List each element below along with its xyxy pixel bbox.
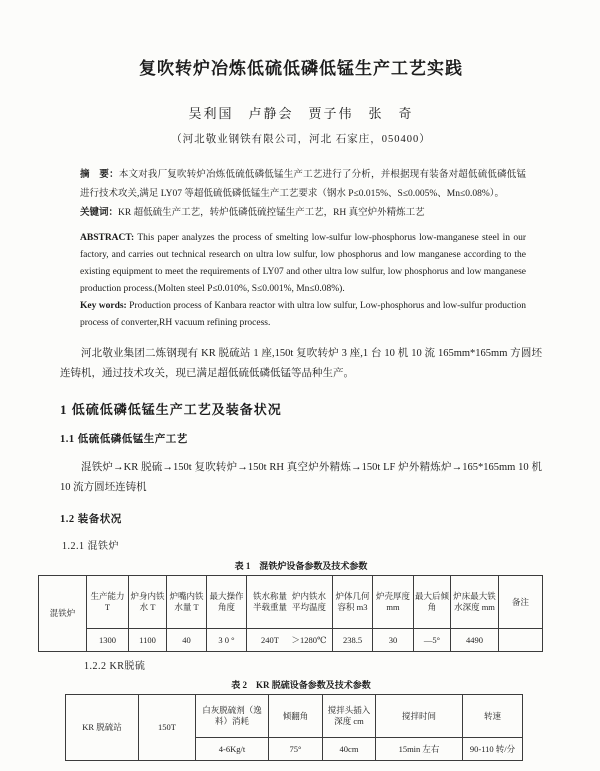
- table-1-header-cell-combined: [247, 576, 333, 629]
- section-1-2-1-heading: 1.2.1 混铁炉: [62, 541, 119, 552]
- process-flow: 混铁炉→KR 脱硫→150t 复吹转炉→150t RH 真空炉外精炼→150t LF 炉外精炼炉→165*165mm 10 机 10 流方圆坯连铸机: [60, 462, 542, 493]
- paper-title: 复吹转炉冶炼低硫低磷低锰生产工艺实践: [139, 59, 463, 78]
- table-2-station-label: KR 脱硫站: [66, 695, 139, 761]
- section-1-1-heading: 1.1 低硫低磷低锰生产工艺: [60, 434, 188, 445]
- table-1-value-row: [39, 629, 543, 652]
- table-1-header-row: [39, 576, 543, 629]
- table-2-header-cell: 搅拌头插入深度 cm: [323, 695, 376, 738]
- table-1-header-cell: 炉床最大铁水深度 mm: [451, 576, 499, 629]
- table-2-caption: 表 2 KR 脱硫设备参数及技术参数: [231, 680, 371, 690]
- table-1-cell: 1100: [129, 629, 167, 652]
- table-1-cell-combined: [247, 629, 333, 652]
- table-1-header-cell: 炉身内铁水 T: [129, 576, 167, 629]
- table-1-cell: 40: [167, 629, 207, 652]
- table-1-cell: 238.5: [333, 629, 373, 652]
- table-2-header-row: [66, 695, 523, 738]
- table-1-cell: 4490: [451, 629, 499, 652]
- table-2-kr-desulfurization: [65, 694, 523, 761]
- table-1-cell: ＞1280℃: [291, 634, 327, 645]
- table-1-cell: [499, 629, 543, 652]
- table-1-cell: 240T: [261, 634, 279, 645]
- abstract-chinese: [80, 166, 526, 223]
- table-1-row-label: 混铁炉: [39, 576, 87, 652]
- table-2-cell: 75°: [269, 738, 323, 761]
- table-1-header-cell: 炉壳厚度 mm: [373, 576, 414, 629]
- table-1-caption: 表 1 混铁炉设备参数及技术参数: [234, 561, 368, 571]
- table-1-cell: —5°: [414, 629, 451, 652]
- table-2-header-cell: 搅拌时间: [376, 695, 463, 738]
- abstract-en-text: This paper analyzes the process of smelting low-sulfur low-phosphorus low-manganese steel in our factory, and carries out technical research on ultra low sulfur, low phosphorus and low manganese according to the existing equipment to meet the requirements of LY07 and other ultra low sulfur, low phosphorus and low manganese production process.(Molten steel P≤0.010%, S≤0.001%, Mn≤0.08%).: [80, 233, 526, 294]
- table-2-cell: 40cm: [323, 738, 376, 761]
- table-2-cell: 15min 左右: [376, 738, 463, 761]
- table-1-cell: 3 0 °: [207, 629, 247, 652]
- table-1-header-cell: 生产能力 T: [87, 576, 129, 629]
- table-1-header-cell: 备注: [499, 576, 543, 629]
- table-1-header-cell: 炉嘴内铁水量 T: [167, 576, 207, 629]
- abstract-label: 摘 要：: [80, 170, 119, 180]
- keywords-en-text: Production process of Kanbara reactor with ultra low sulfur, Low-phosphorus and low-sulfur production process of converter,RH vacuum refining process.: [80, 301, 527, 328]
- table-1-header-cell: 炉体几何容积 m3: [333, 576, 373, 629]
- section-1-heading: 1 低硫低磷低锰生产工艺及装备状况: [60, 402, 282, 417]
- affiliation-line: （河北敬业钢铁有限公司，河北 石家庄，050400）: [171, 134, 431, 145]
- table-1-header-cell: 最大后倾角: [414, 576, 451, 629]
- table-2-cell: 90-110 转/分: [463, 738, 523, 761]
- section-1-2-2-heading: 1.2.2 KR脱硫: [84, 661, 146, 672]
- table-2-header-cell: 转速: [463, 695, 523, 738]
- abstract-en-label: ABSTRACT:: [80, 233, 135, 243]
- table-2-capacity: 150T: [139, 695, 196, 761]
- keywords-text: KR 超低硫生产工艺，转炉低磷低硫控锰生产工艺，RH 真空炉外精炼工艺: [118, 208, 425, 218]
- keywords-en-label: Key words:: [80, 301, 127, 311]
- section-1-2-heading: 1.2 装备状况: [60, 514, 122, 525]
- table-2-header-cell: 倾翻角: [269, 695, 323, 738]
- table-1-header-cell: 最大操作角度: [207, 576, 247, 629]
- intro-paragraph: 河北敬业集团二炼钢现有 KR 脱硫站 1 座,150t 复吹转炉 3 座,1 台 10 机 10 流 165mm*165mm 方圆坯连铸机，通过技术攻关，现已满足超低硫低磷低锰等品种生产。: [60, 348, 542, 379]
- table-2-cell: 4-6Kg/t: [196, 738, 269, 761]
- table-1-mixer-furnace: [38, 575, 543, 652]
- abstract-text: 本文对我厂复吹转炉冶炼低硫低磷低锰生产工艺进行了分析，并根据现有装备对超低硫低磷低锰进行技术攻关,满足 LY07 等超低硫低磷低锰生产工艺要求（钢水 P≤0.015%、S≤0.005%、Mn≤0.08%）。: [80, 170, 526, 199]
- table-2-header-cell: 白灰脱硫剂（逸料）消耗: [196, 695, 269, 738]
- table-1-header-cell: 铁水称量 半载重量: [252, 591, 287, 612]
- table-1-cell: 30: [373, 629, 414, 652]
- authors-line: 吴利国 卢静会 贾子伟 张 奇: [188, 106, 414, 121]
- abstract-english: [80, 230, 526, 332]
- table-1-header-cell: 炉内铁水 平均温度: [291, 591, 326, 612]
- table-1-cell: 1300: [87, 629, 129, 652]
- keywords-label: 关键词：: [80, 208, 119, 218]
